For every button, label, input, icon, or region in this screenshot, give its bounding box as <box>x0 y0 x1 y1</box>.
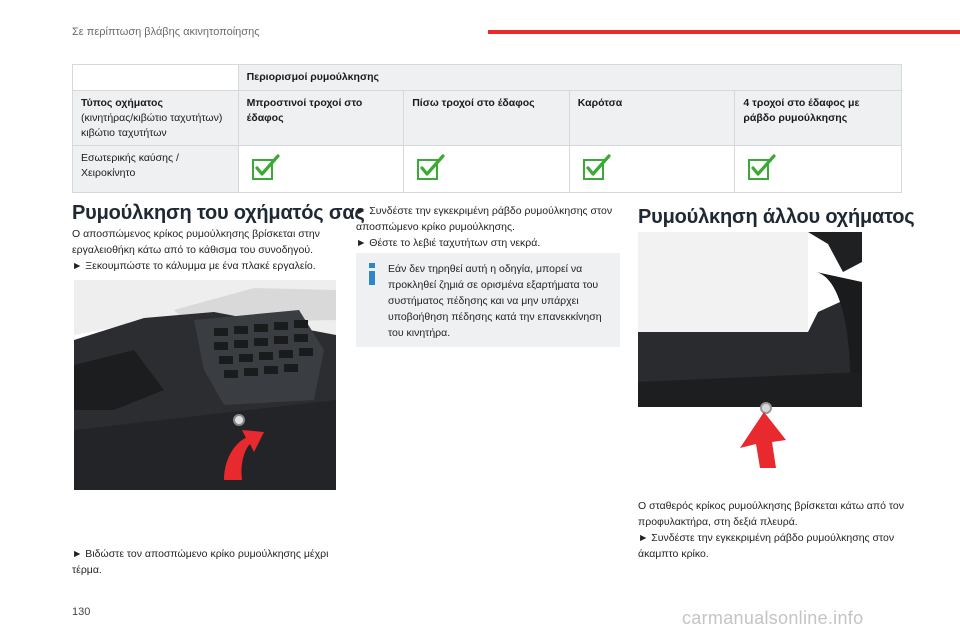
vehicle-type-header <box>73 91 239 145</box>
towing-restrictions-table <box>72 64 902 193</box>
info-note-box <box>356 253 620 347</box>
middle-step3: ► Συνδέστε την εγκεκριμένη ράβδο ρυμούλκησης στον αποσπώμενο κρίκο ρυμούλκησης. <box>356 205 613 233</box>
header-accent-bar <box>488 30 960 34</box>
rear-bumper-illustration <box>638 232 862 468</box>
check-icon <box>416 153 446 183</box>
section1-step2: ► Βιδώστε τον αποσπώμενο κρίκο ρυμούλκησης μέχρι τέρμα. <box>72 548 329 576</box>
front-bumper-photo <box>74 280 336 490</box>
rear-bumper-photo <box>638 232 862 468</box>
vehicle-type-label: Τύπος οχήματος <box>81 97 163 109</box>
vehicle-type-sub: (κινητήρας/κιβώτιο ταχυτήτων) <box>81 112 223 124</box>
page-number: 130 <box>72 606 91 618</box>
check-icon <box>251 153 281 183</box>
table-title: Περιορισμοί ρυμούλκησης <box>246 71 380 83</box>
row-label-combustion-manual: Εσωτερικής καύσης / Χειροκίνητο <box>73 146 239 192</box>
section1-intro: Ο αποσπώμενος κρίκος ρυμούλκησης βρίσκεται στην εργαλειοθήκη κάτω από το κάθισμα του συνοδηγού. <box>72 228 320 256</box>
front-bumper-illustration <box>74 280 336 490</box>
cell-four-wheels <box>735 146 901 192</box>
table-title-row <box>73 65 901 91</box>
watermark: carmanualsonline.info <box>682 608 864 628</box>
check-icon <box>582 153 612 183</box>
section-title-towing-your-vehicle: Ρυμούλκηση του οχήματός σας <box>72 202 365 224</box>
running-title: Σε περίπτωση βλάβης ακινητοποίησης <box>72 26 260 38</box>
table-row <box>73 146 901 192</box>
vehicle-type-sub2: κιβώτιο ταχυτήτων <box>81 127 167 139</box>
cell-front-wheels <box>239 146 405 192</box>
column-header-flatbed: Καρότσα <box>570 91 736 145</box>
table-header-row <box>73 91 901 146</box>
table-corner-cell <box>73 65 239 90</box>
info-icon <box>366 263 378 285</box>
middle-step4: ► Θέστε το λεβιέ ταχυτήτων στη νεκρά. <box>356 237 541 249</box>
section1-step1: ► Ξεκουμπώστε το κάλυμμα με ένα πλακέ εργαλείο. <box>72 260 316 272</box>
column-header-front-wheels: Μπροστινοί τροχοί στο έδαφος <box>239 91 405 145</box>
info-note-text: Εάν δεν τηρηθεί αυτή η οδηγία, μπορεί να προκληθεί ζημιά σε ορισμένα εξαρτήματα του συστήματος πέδησης και να μην υπάρχει υποβοήθηση πέδησης κατά την επανεκκίνηση του κινητήρα. <box>388 263 602 339</box>
column-header-four-wheels: 4 τροχοί στο έδαφος με ράβδο ρυμούλκησης <box>743 97 860 124</box>
cell-rear-wheels <box>404 146 570 192</box>
check-icon <box>747 153 777 183</box>
cell-flatbed <box>570 146 736 192</box>
section2-step: ► Συνδέστε την εγκεκριμένη ράβδο ρυμούλκησης στον άκαμπτο κρίκο. <box>638 532 895 560</box>
section-title-towing-another-vehicle: Ρυμούλκηση άλλου οχήματος <box>638 206 915 228</box>
column-header-rear-wheels: Πίσω τροχοί στο έδαφος <box>404 91 570 145</box>
section2-text: Ο σταθερός κρίκος ρυμούλκησης βρίσκεται κάτω από τον προφυλακτήρα, στη δεξιά πλευρά. <box>638 500 904 528</box>
